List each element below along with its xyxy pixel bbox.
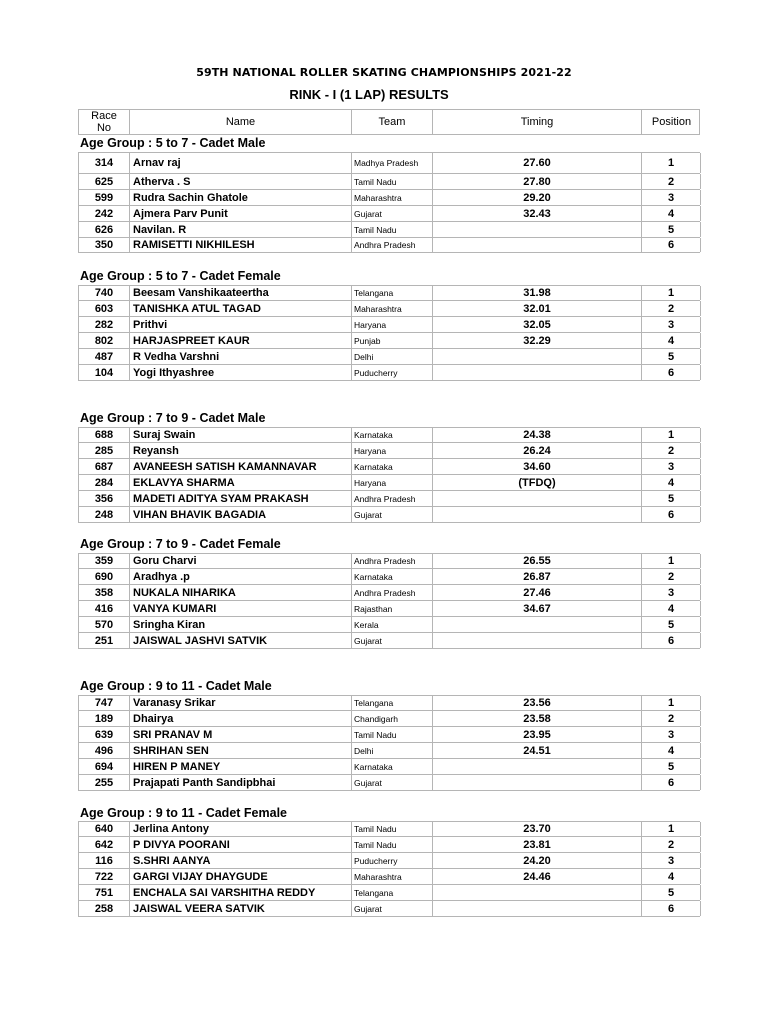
athlete-name-cell: Goru Charvi [130, 554, 352, 568]
race-no-cell: 487 [79, 349, 130, 364]
athlete-name-cell: EKLAVYA SHARMA [130, 475, 352, 490]
timing-cell: 34.67 [433, 601, 642, 616]
timing-cell: 27.80 [433, 174, 642, 189]
table-row [78, 428, 700, 443]
athlete-name-cell: Varanasy Srikar [130, 696, 352, 710]
team-cell: Tamil Nadu [352, 822, 433, 836]
race-no-cell: 248 [79, 507, 130, 522]
team-cell: Rajasthan [352, 601, 433, 616]
table-row [78, 365, 700, 381]
race-no-cell: 722 [79, 869, 130, 884]
team-cell: Gujarat [352, 775, 433, 790]
timing-cell: 34.60 [433, 459, 642, 474]
position-cell: 6 [642, 633, 701, 648]
table-row [78, 333, 700, 349]
team-cell: Haryana [352, 317, 433, 332]
team-cell: Andhra Pradesh [352, 238, 433, 252]
team-cell: Delhi [352, 743, 433, 758]
race-no-cell: 251 [79, 633, 130, 648]
position-cell: 3 [642, 317, 701, 332]
timing-cell: 26.87 [433, 569, 642, 584]
race-no-cell: 570 [79, 617, 130, 632]
position-cell: 1 [642, 286, 701, 300]
athlete-name-cell: Reyansh [130, 443, 352, 458]
table-row [78, 837, 700, 853]
table-row [78, 585, 700, 601]
table-row [78, 475, 700, 491]
results-table [78, 695, 700, 791]
timing-cell: 23.58 [433, 711, 642, 726]
position-cell: 3 [642, 585, 701, 600]
race-no-cell: 258 [79, 901, 130, 916]
header-name: Name [130, 110, 352, 134]
position-cell: 1 [642, 428, 701, 442]
race-no-cell: 625 [79, 174, 130, 189]
table-row [78, 349, 700, 365]
team-cell: Gujarat [352, 901, 433, 916]
team-cell: Puducherry [352, 853, 433, 868]
table-row [78, 569, 700, 585]
athlete-name-cell: Dhairya [130, 711, 352, 726]
age-group-title: Age Group : 5 to 7 - Cadet Female [80, 269, 281, 283]
table-row [78, 822, 700, 837]
table-row [78, 617, 700, 633]
race-no-cell: 640 [79, 822, 130, 836]
race-no-cell: 116 [79, 853, 130, 868]
results-table [78, 427, 700, 523]
team-cell: Tamil Nadu [352, 727, 433, 742]
athlete-name-cell: VANYA KUMARI [130, 601, 352, 616]
position-cell: 6 [642, 901, 701, 916]
athlete-name-cell: TANISHKA ATUL TAGAD [130, 301, 352, 316]
table-row [78, 743, 700, 759]
age-group-title: Age Group : 5 to 7 - Cadet Male [80, 136, 266, 150]
timing-cell [433, 222, 642, 237]
position-cell: 3 [642, 190, 701, 205]
table-row [78, 491, 700, 507]
header-position: Position [651, 116, 692, 128]
race-no-cell: 599 [79, 190, 130, 205]
timing-cell [433, 759, 642, 774]
position-cell: 4 [642, 206, 701, 221]
athlete-name-cell: Prithvi [130, 317, 352, 332]
race-no-cell: 747 [79, 696, 130, 710]
header-team: Team [352, 110, 433, 134]
timing-cell [433, 885, 642, 900]
position-cell: 5 [642, 222, 701, 237]
position-cell: 5 [642, 759, 701, 774]
athlete-name-cell: Beesam Vanshikaateertha [130, 286, 352, 300]
position-cell: 2 [642, 443, 701, 458]
timing-cell [433, 349, 642, 364]
team-cell: Karnataka [352, 428, 433, 442]
race-no-cell: 358 [79, 585, 130, 600]
athlete-name-cell: JAISWAL VEERA SATVIK [130, 901, 352, 916]
position-cell: 2 [642, 174, 701, 189]
age-group-title: Age Group : 7 to 9 - Cadet Female [80, 537, 281, 551]
table-row [78, 507, 700, 523]
athlete-name-cell: Suraj Swain [130, 428, 352, 442]
race-no-cell: 688 [79, 428, 130, 442]
table-row [78, 775, 700, 791]
team-cell: Haryana [352, 443, 433, 458]
timing-cell: (TFDQ) [433, 475, 642, 490]
results-table [78, 553, 700, 649]
team-cell: Andhra Pradesh [352, 491, 433, 506]
table-row [78, 174, 700, 190]
race-no-cell: 694 [79, 759, 130, 774]
timing-cell: 26.55 [433, 554, 642, 568]
athlete-name-cell: Jerlina Antony [130, 822, 352, 836]
athlete-name-cell: P DIVYA POORANI [130, 837, 352, 852]
timing-cell [433, 775, 642, 790]
timing-cell: 27.46 [433, 585, 642, 600]
athlete-name-cell: Aradhya .p [130, 569, 352, 584]
timing-cell: 23.81 [433, 837, 642, 852]
position-cell: 2 [642, 711, 701, 726]
table-row [78, 601, 700, 617]
timing-cell [433, 901, 642, 916]
position-cell: 6 [642, 365, 701, 380]
timing-cell [433, 365, 642, 380]
table-row [78, 153, 700, 174]
athlete-name-cell: HIREN P MANEY [130, 759, 352, 774]
position-cell: 3 [642, 853, 701, 868]
athlete-name-cell: S.SHRI AANYA [130, 853, 352, 868]
team-cell: Karnataka [352, 759, 433, 774]
position-cell: 3 [642, 727, 701, 742]
team-cell: Maharashtra [352, 869, 433, 884]
table-row [78, 206, 700, 222]
timing-cell [433, 491, 642, 506]
document-title: 59TH NATIONAL ROLLER SKATING CHAMPIONSHIPS 2021-22 [196, 66, 572, 79]
race-no-cell: 496 [79, 743, 130, 758]
athlete-name-cell: AVANEESH SATISH KAMANNAVAR [130, 459, 352, 474]
team-cell: Tamil Nadu [352, 837, 433, 852]
timing-cell [433, 507, 642, 522]
position-cell: 4 [642, 743, 701, 758]
team-cell: Delhi [352, 349, 433, 364]
table-header [78, 109, 700, 135]
race-no-cell: 751 [79, 885, 130, 900]
results-table [78, 821, 700, 917]
header-race-no: Race No [79, 110, 130, 134]
age-group-title: Age Group : 9 to 11 - Cadet Male [80, 679, 272, 693]
team-cell: Kerala [352, 617, 433, 632]
athlete-name-cell: JAISWAL JASHVI SATVIK [130, 633, 352, 648]
position-cell: 1 [642, 554, 701, 568]
race-no-cell: 242 [79, 206, 130, 221]
table-row [78, 554, 700, 569]
timing-cell: 24.51 [433, 743, 642, 758]
team-cell: Telangana [352, 286, 433, 300]
position-cell: 1 [642, 153, 701, 173]
table-row [78, 443, 700, 459]
team-cell: Telangana [352, 696, 433, 710]
table-row [78, 711, 700, 727]
timing-cell: 23.95 [433, 727, 642, 742]
race-no-cell: 189 [79, 711, 130, 726]
position-cell: 2 [642, 569, 701, 584]
athlete-name-cell: RAMISETTI NIKHILESH [130, 238, 352, 252]
timing-cell [433, 238, 642, 252]
athlete-name-cell: SRI PRANAV M [130, 727, 352, 742]
team-cell: Puducherry [352, 365, 433, 380]
timing-cell [433, 617, 642, 632]
team-cell: Gujarat [352, 206, 433, 221]
table-row [78, 301, 700, 317]
athlete-name-cell: Atherva . S [130, 174, 352, 189]
race-no-cell: 690 [79, 569, 130, 584]
team-cell: Maharashtra [352, 301, 433, 316]
position-cell: 1 [642, 822, 701, 836]
race-no-cell: 639 [79, 727, 130, 742]
timing-cell: 24.38 [433, 428, 642, 442]
race-no-cell: 626 [79, 222, 130, 237]
timing-cell: 23.56 [433, 696, 642, 710]
timing-cell [433, 633, 642, 648]
table-row [78, 727, 700, 743]
athlete-name-cell: Sringha Kiran [130, 617, 352, 632]
athlete-name-cell: ENCHALA SAI VARSHITHA REDDY [130, 885, 352, 900]
athlete-name-cell: Yogi Ithyashree [130, 365, 352, 380]
team-cell: Gujarat [352, 507, 433, 522]
team-cell: Maharashtra [352, 190, 433, 205]
position-cell: 5 [642, 491, 701, 506]
race-no-cell: 284 [79, 475, 130, 490]
timing-cell: 23.70 [433, 822, 642, 836]
race-no-cell: 356 [79, 491, 130, 506]
table-row [78, 901, 700, 917]
table-row [78, 696, 700, 711]
race-no-cell: 416 [79, 601, 130, 616]
athlete-name-cell: MADETI ADITYA SYAM PRAKASH [130, 491, 352, 506]
team-cell: Punjab [352, 333, 433, 348]
timing-cell: 24.46 [433, 869, 642, 884]
race-no-cell: 642 [79, 837, 130, 852]
team-cell: Andhra Pradesh [352, 585, 433, 600]
position-cell: 4 [642, 601, 701, 616]
team-cell: Haryana [352, 475, 433, 490]
position-cell: 6 [642, 775, 701, 790]
position-cell: 5 [642, 885, 701, 900]
position-cell: 4 [642, 869, 701, 884]
timing-cell: 31.98 [433, 286, 642, 300]
header-timing: Timing [433, 110, 642, 134]
team-cell: Tamil Nadu [352, 174, 433, 189]
race-no-cell: 687 [79, 459, 130, 474]
position-cell: 2 [642, 837, 701, 852]
position-cell: 1 [642, 696, 701, 710]
results-table [78, 285, 700, 381]
age-group-title: Age Group : 9 to 11 - Cadet Female [80, 806, 287, 820]
athlete-name-cell: Rudra Sachin Ghatole [130, 190, 352, 205]
table-row [78, 869, 700, 885]
team-cell: Telangana [352, 885, 433, 900]
table-row [78, 222, 700, 238]
race-no-cell: 314 [79, 153, 130, 173]
team-cell: Madhya Pradesh [352, 153, 433, 173]
athlete-name-cell: SHRIHAN SEN [130, 743, 352, 758]
timing-cell: 32.01 [433, 301, 642, 316]
position-cell: 2 [642, 301, 701, 316]
table-row [78, 759, 700, 775]
document-subtitle: RINK - I (1 LAP) RESULTS [289, 87, 449, 102]
team-cell: Karnataka [352, 459, 433, 474]
athlete-name-cell: VIHAN BHAVIK BAGADIA [130, 507, 352, 522]
race-no-cell: 104 [79, 365, 130, 380]
race-no-cell: 603 [79, 301, 130, 316]
position-cell: 5 [642, 349, 701, 364]
team-cell: Chandigarh [352, 711, 433, 726]
position-cell: 6 [642, 238, 701, 252]
team-cell: Gujarat [352, 633, 433, 648]
athlete-name-cell: Navilan. R [130, 222, 352, 237]
table-row [78, 238, 700, 253]
table-row [78, 633, 700, 649]
table-row [78, 317, 700, 333]
race-no-cell: 359 [79, 554, 130, 568]
position-cell: 4 [642, 333, 701, 348]
team-cell: Tamil Nadu [352, 222, 433, 237]
timing-cell: 26.24 [433, 443, 642, 458]
race-no-cell: 350 [79, 238, 130, 252]
timing-cell: 32.43 [433, 206, 642, 221]
results-table [78, 152, 700, 253]
position-cell: 5 [642, 617, 701, 632]
table-row [78, 885, 700, 901]
position-cell: 4 [642, 475, 701, 490]
race-no-cell: 255 [79, 775, 130, 790]
team-cell: Karnataka [352, 569, 433, 584]
position-cell: 3 [642, 459, 701, 474]
table-row [78, 853, 700, 869]
athlete-name-cell: HARJASPREET KAUR [130, 333, 352, 348]
timing-cell: 32.29 [433, 333, 642, 348]
position-cell: 6 [642, 507, 701, 522]
athlete-name-cell: R Vedha Varshni [130, 349, 352, 364]
race-no-cell: 282 [79, 317, 130, 332]
table-row [78, 286, 700, 301]
timing-cell: 24.20 [433, 853, 642, 868]
athlete-name-cell: GARGI VIJAY DHAYGUDE [130, 869, 352, 884]
team-cell: Andhra Pradesh [352, 554, 433, 568]
table-row [78, 190, 700, 206]
athlete-name-cell: Arnav raj [130, 153, 352, 173]
athlete-name-cell: Ajmera Parv Punit [130, 206, 352, 221]
athlete-name-cell: Prajapati Panth Sandipbhai [130, 775, 352, 790]
race-no-cell: 285 [79, 443, 130, 458]
timing-cell: 29.20 [433, 190, 642, 205]
timing-cell: 27.60 [433, 153, 642, 173]
race-no-cell: 802 [79, 333, 130, 348]
race-no-cell: 740 [79, 286, 130, 300]
athlete-name-cell: NUKALA NIHARIKA [130, 585, 352, 600]
age-group-title: Age Group : 7 to 9 - Cadet Male [80, 411, 266, 425]
timing-cell: 32.05 [433, 317, 642, 332]
table-row [78, 459, 700, 475]
